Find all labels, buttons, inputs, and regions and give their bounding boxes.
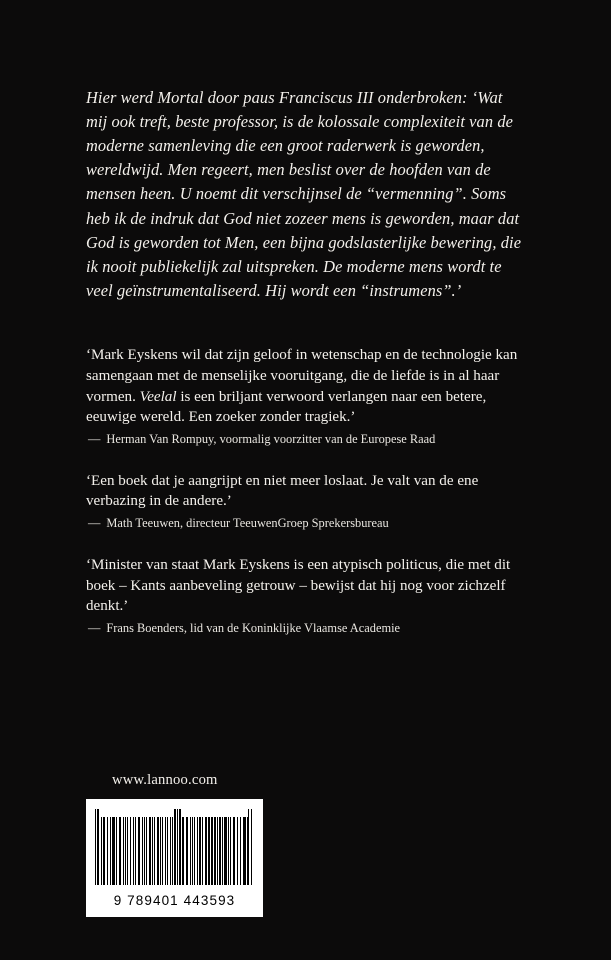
cover-content (86, 86, 526, 660)
main-quote-text: Hier werd Mortal door paus Franciscus III onderbroken: ‘Wat mij ook treft, beste professor, is de kolossale complexiteit van de moderne samenleving die een groot raderwerk is geworden, wereldwijd. Men regeert, men beslist over de hoofden van de mensen heen. U noemt dit verschijnsel de “vermenning”. Soms heb ik de indruk dat God niet zozeer mens is geworden, maar dat God is geworden tot Men, een bijna godslasterlijke bewering, die ik nooit publiekelijk zal uitspreken. De moderne mens wordt te veel geïnstrumentaliseerd. Hij wordt een “instrumens”.’ (86, 88, 522, 300)
endorsement-item (86, 555, 526, 638)
main-quote (86, 86, 526, 303)
endorsement-text-before: ‘Minister van staat Mark Eyskens is een atypisch politicus, die met dit boek – Kants aanbeveling getrouw – bewijst dat hij nog voor zichzelf denkt.’ (86, 556, 511, 615)
endorsement-text (86, 555, 526, 617)
endorsement-item (86, 345, 526, 449)
endorsement-attribution (86, 515, 526, 532)
barcode-bars (95, 809, 254, 885)
cover-footer (86, 772, 526, 917)
endorsement-attribution (86, 431, 526, 448)
endorsement-item (86, 471, 526, 533)
endorsement-text (86, 471, 526, 513)
endorsement-text-after: is een briljant verwoord verlangen naar een betere, eeuwige wereld. Een zoeker zonder tragiek.’ (86, 388, 487, 426)
barcode (86, 799, 263, 917)
em-dash-icon: — (88, 621, 101, 636)
em-dash-icon: — (88, 432, 101, 447)
endorsement-attribution-text: Math Teeuwen, directeur TeeuwenGroep Sprekersbureau (106, 516, 389, 531)
endorsements-list (86, 345, 526, 638)
endorsement-text (86, 345, 526, 428)
endorsement-attribution-text: Frans Boenders, lid van de Koninklijke Vlaamse Academie (106, 621, 401, 636)
endorsement-attribution (86, 620, 526, 637)
endorsement-text-before: ‘Mark Eyskens wil dat zijn geloof in wetenschap en de technologie kan samengaan met de menselijke vooruitgang, die de liefde is in al haar vormen. (86, 346, 518, 405)
endorsement-text-before: ‘Een boek dat je aangrijpt en niet meer loslaat. Je valt van de ene verbazing in de andere.’ (86, 472, 479, 510)
endorsement-title-italic: Veelal (139, 388, 177, 405)
em-dash-icon: — (88, 516, 101, 531)
publisher-website[interactable]: www.lannoo.com (112, 772, 218, 788)
barcode-number: 9 789401 443593 (113, 893, 236, 908)
endorsement-attribution-text: Herman Van Rompuy, voormalig voorzitter van de Europese Raad (106, 432, 436, 447)
